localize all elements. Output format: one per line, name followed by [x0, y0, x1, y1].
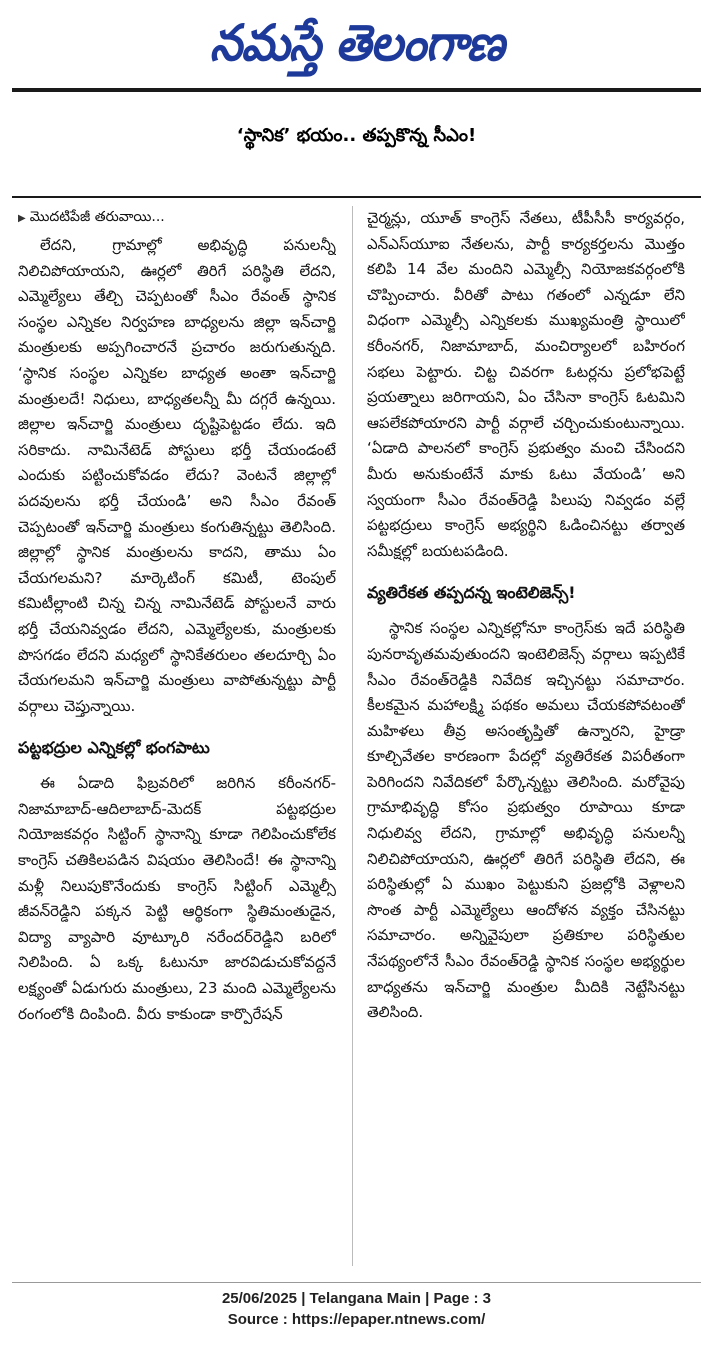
subheading: పట్టభద్రుల ఎన్నికల్లో భంగపాటు	[18, 738, 210, 758]
masthead-title: నమస్తే తెలంగాణ	[209, 14, 504, 72]
footer-rule	[12, 1282, 701, 1283]
continuation-kicker	[18, 206, 336, 230]
kicker-text: మొదటిపేజీ తరువాయి...	[29, 209, 165, 225]
edition-info: 25/06/2025 | Telangana Main | Page : 3	[221, 1290, 492, 1307]
column-divider	[352, 206, 353, 1266]
footer	[0, 1288, 713, 1330]
headline: ‘స్థానిక’ భయం.. తప్పకొన్న సీఎం!	[236, 125, 477, 146]
masthead-rule	[12, 88, 701, 92]
source-link[interactable]: Source : https://epaper.ntnews.com/	[227, 1311, 486, 1328]
play-arrow-icon: ▶	[18, 213, 26, 224]
article-paragraph: లేదని, గ్రామాల్లో అభివృద్ధి పనులన్నీ నిలిచిపోయాయని, ఊర్లలో తిరిగే పరిస్థితి లేదని, ఎమ్మెల్యేలు తేల్చి చెప్పటంతో సీఎం రేవంత్ స్థానిక సంస్థల ఎన్నికల నిర్వహణ బాధ్యలను జిల్లా ఇన్‌చార్జి మంత్రులకు అప్పగించారనే ప్రచారం జరుగుతున్నది. ‘స్థానిక సంస్థల ఎన్నికల బాధ్యత అంతా ఇన్‌చార్జి మంత్రులదే! నిధులు, బాధ్యతలన్నీ మీ దగ్గరే ఉన్నయి. జిల్లాల ఇన్‌చార్జి మంత్రులు దృష్టిపెట్టడం లేదు. ఇది సరికాదు. నామినేటెడ్ పోస్టులు భర్తీ చేయండంటే ఎందుకు పట్టించుకోవడం లేదు? వెంటనే జిల్లాల్లో పదవులను భర్తీ చేయండి’ అని సీఎం రేవంత్ చెప్పటంతో ఇన్‌చార్జి మంత్రులు కంగుతిన్నట్టు తెలిసింది. జిల్లాల్లో స్థానిక మంత్రులను కాదని, తాము ఏం చేయగలమని? మార్కెటింగ్ కమిటీ, టెంపుల్ కమిటీల్లాంటి చిన్న చిన్న నామినేటెడ్ పోస్టులనే వారు భర్తీ చేయనివ్వడం లేదని, ఎమ్మెల్యేలకు, మంత్రులకు పొసగడం లేదని మధ్యలో స్థానికేతరులం తలదూర్చి ఏం చేయగలమని ఇన్‌చార్జి మంత్రులు వాపోతున్నట్టు పార్టీ వర్గాలు చెప్తున్నాయి.	[18, 236, 336, 715]
masthead	[0, 8, 713, 80]
right-column	[367, 206, 685, 1266]
article-paragraph: స్థానిక సంస్థల ఎన్నికల్లోనూ కాంగ్రెస్‌కు ఇదే పరిస్థితి పునరావృతమవుతుందని ఇంటెలిజెన్స్ వర్గాలు ఇప్పటికే సీఎం రేవంత్‌రెడ్డికి నివేదిక ఇచ్చినట్టు సమాచారం. కీలకమైన మహాలక్ష్మి పథకం అమలు చేయకపోవటంతో మహిళలు తీవ్ర అసంతృప్తితో ఉన్నారని, హైడ్రా కూల్చివేతల కారణంగా పేదల్లో వ్యతిరేకత విపరీతంగా పెరిగిందని నివేదికలో పేర్కొన్నట్టు తెలిసింది. మరోవైపు గ్రామాభివృద్ధి కోసం ప్రభుత్వం రూపాయి కూడా నిధులివ్వ లేదని, గ్రామాల్లో అభివృద్ధి పనులన్నీ నిలిచిపోయాయని, ఊర్లలో తిరిగే పరిస్థితి లేదని, ఈ పరిస్థితుల్లో ఏ ముఖం పెట్టుకుని ప్రజల్లోకి వెళ్లాలని సొంత పార్టీ ఎమ్మెల్యేలు ఆందోళన వ్యక్తం చేసినట్టు సమాచారం. అన్నివైపులా ప్రతికూల పరిస్థితుల నేపథ్యంలోనే సీఎం రేవంత్‌రెడ్డి స్థానిక సంస్థల అభ్యర్థుల బాధ్యతను ఇన్‌చార్జి మంత్రుల మీదికి నెట్టేసినట్టు తెలిసింది.	[367, 619, 685, 1022]
headline-rule	[12, 196, 701, 198]
article-paragraph: చైర్మన్లు, యూత్ కాంగ్రెస్ నేతలు, టీపీసీసీ కార్యవర్గం, ఎన్ఎస్‌యూఐ నేతలను, పార్టీ కార్యకర్తలను మొత్తం కలిపి 14 వేల మందిని ఎమ్మెల్సీ నియోజకవర్గంలోకి చొప్పించారు. వీరితో పాటు గతంలో ఎన్నడూ లేని విధంగా ఎమ్మెల్సీ ఎన్నికలకు ముఖ్యమంత్రి స్థాయిలో కరీంనగర్, నిజామాబాద్, మంచిర్యాలలో బహిరంగ సభలు పెట్టారు. చిట్ట చివరగా ఓటర్లను ప్రలోభపెట్టే ప్రయత్నాలు జరిగాయని, ఏం చేసినా కాంగ్రెస్ ఓటమిని ఆపలేకపోయారని పార్టీ వర్గాలే చర్చించుకుంటున్నాయి. ‘ఏడాది పాలనలో కాంగ్రెస్ ప్రభుత్వం మంచి చేసిందని మీరు అనుకుంటేనే మాకు ఓటు వేయండి’ అని స్వయంగా సీఎం రేవంత్‌రెడ్డి పిలుపు నివ్వడం వల్లే పట్టభద్రులు కాంగ్రెస్ అభ్యర్థిని ఓడించినట్టు తర్వాత సమీక్షల్లో బయటపడింది.	[367, 209, 685, 560]
left-column	[18, 206, 336, 1266]
subheading: వ్యతిరేకత తప్పదన్న ఇంటెలిజెన్స్!	[367, 583, 576, 603]
article-paragraph: ఈ ఏడాది ఫిబ్రవరిలో జరిగిన కరీంనగర్-నిజామాబాద్-ఆదిలాబాద్-మెదక్ పట్టభద్రుల నియోజకవర్గం సిట్టింగ్ స్థానాన్ని కూడా గెలిపించుకోలేక కాంగ్రెస్ చతికిలపడిన విషయం తెలిసిందే! ఈ స్థానాన్ని మళ్లీ నిలుపుకొనేందుకు కాంగ్రెస్ సిట్టింగ్ ఎమ్మెల్సీ జీవన్‌రెడ్డిని పక్కన పెట్టి ఆర్థికంగా స్థితిమంతుడైన, విద్యా వ్యాపారి వూట్కూరి నరేందర్‌రెడ్డిని బరిలో నిలిపింది. ఏ ఒక్క ఓటునూ జారవిడుచుకోవద్దనే లక్ష్యంతో ఏడుగురు మంత్రులు, 23 మంది ఎమ్మెల్యేలను రంగంలోకి దింపింది. వీరు కాకుండా కార్పొరేషన్	[18, 774, 336, 1023]
